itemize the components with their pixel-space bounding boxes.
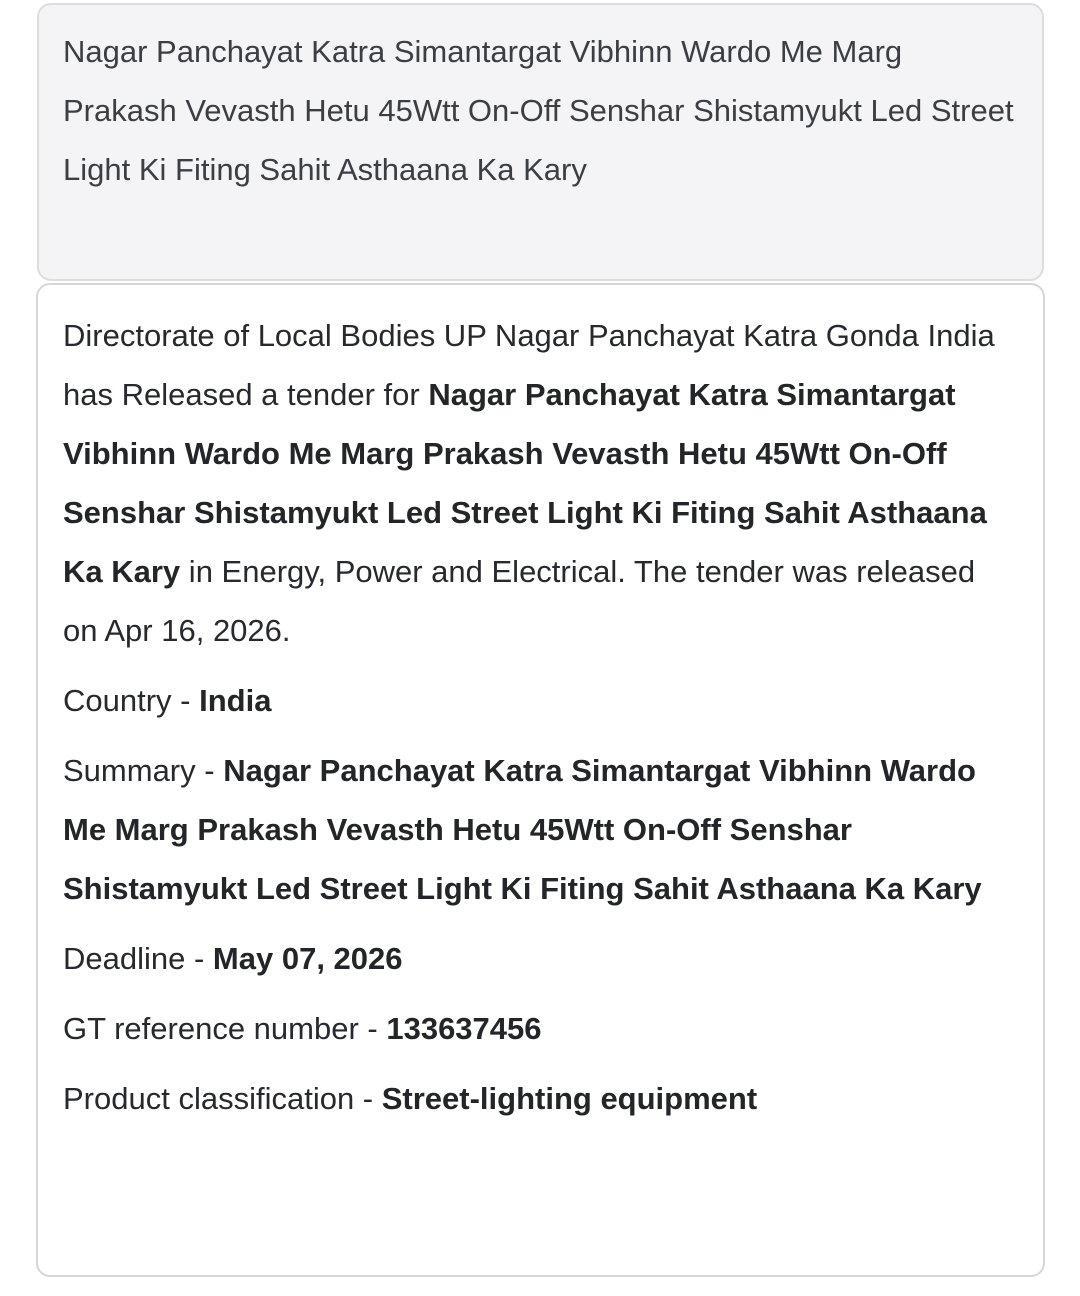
tender-title: Nagar Panchayat Katra Simantargat Vibhinn Wardo Me Marg Prakash Vevasth Hetu 45Wtt On-Off Senshar Shistamyukt Led Street Light Ki Fiting Sahit Asthaana Ka Kary — [63, 34, 1014, 187]
tender-intro-paragraph — [63, 306, 1017, 660]
intro-text-after: in Energy, Power and Electrical. The tender was released on Apr 16, 2026. — [63, 554, 976, 648]
field-summary — [63, 741, 1017, 918]
field-deadline-label: Deadline - — [63, 941, 213, 976]
field-summary-label: Summary - — [63, 753, 224, 788]
field-gt-reference-number-label: GT reference number - — [63, 1011, 387, 1046]
field-gt-reference-number-value: 133637456 — [386, 1011, 542, 1046]
field-country-value: India — [199, 683, 272, 718]
field-summary-value: Nagar Panchayat Katra Simantargat Vibhinn Wardo Me Marg Prakash Vevasth Hetu 45Wtt On-Off Senshar Shistamyukt Led Street Light Ki Fiting Sahit Asthaana Ka Kary — [63, 753, 982, 906]
field-deadline-value: May 07, 2026 — [212, 941, 403, 976]
field-country — [63, 671, 1017, 730]
field-country-label: Country - — [63, 683, 200, 718]
tender-title-card — [37, 3, 1044, 281]
field-product-classification — [63, 1069, 1017, 1128]
intro-text-before: Directorate of Local Bodies UP Nagar Panchayat Katra Gonda India has Released a tender for — [63, 318, 995, 412]
field-gt-reference-number — [63, 999, 1017, 1058]
field-product-classification-value: Street-lighting equipment — [381, 1081, 758, 1116]
field-product-classification-label: Product classification - — [63, 1081, 382, 1116]
field-deadline — [63, 929, 1017, 988]
tender-details-card — [36, 283, 1045, 1277]
intro-tender-title-bold: Nagar Panchayat Katra Simantargat Vibhinn Wardo Me Marg Prakash Vevasth Hetu 45Wtt On-Off Senshar Shistamyukt Led Street Light Ki Fiting Sahit Asthaana Ka Kary — [63, 377, 987, 589]
